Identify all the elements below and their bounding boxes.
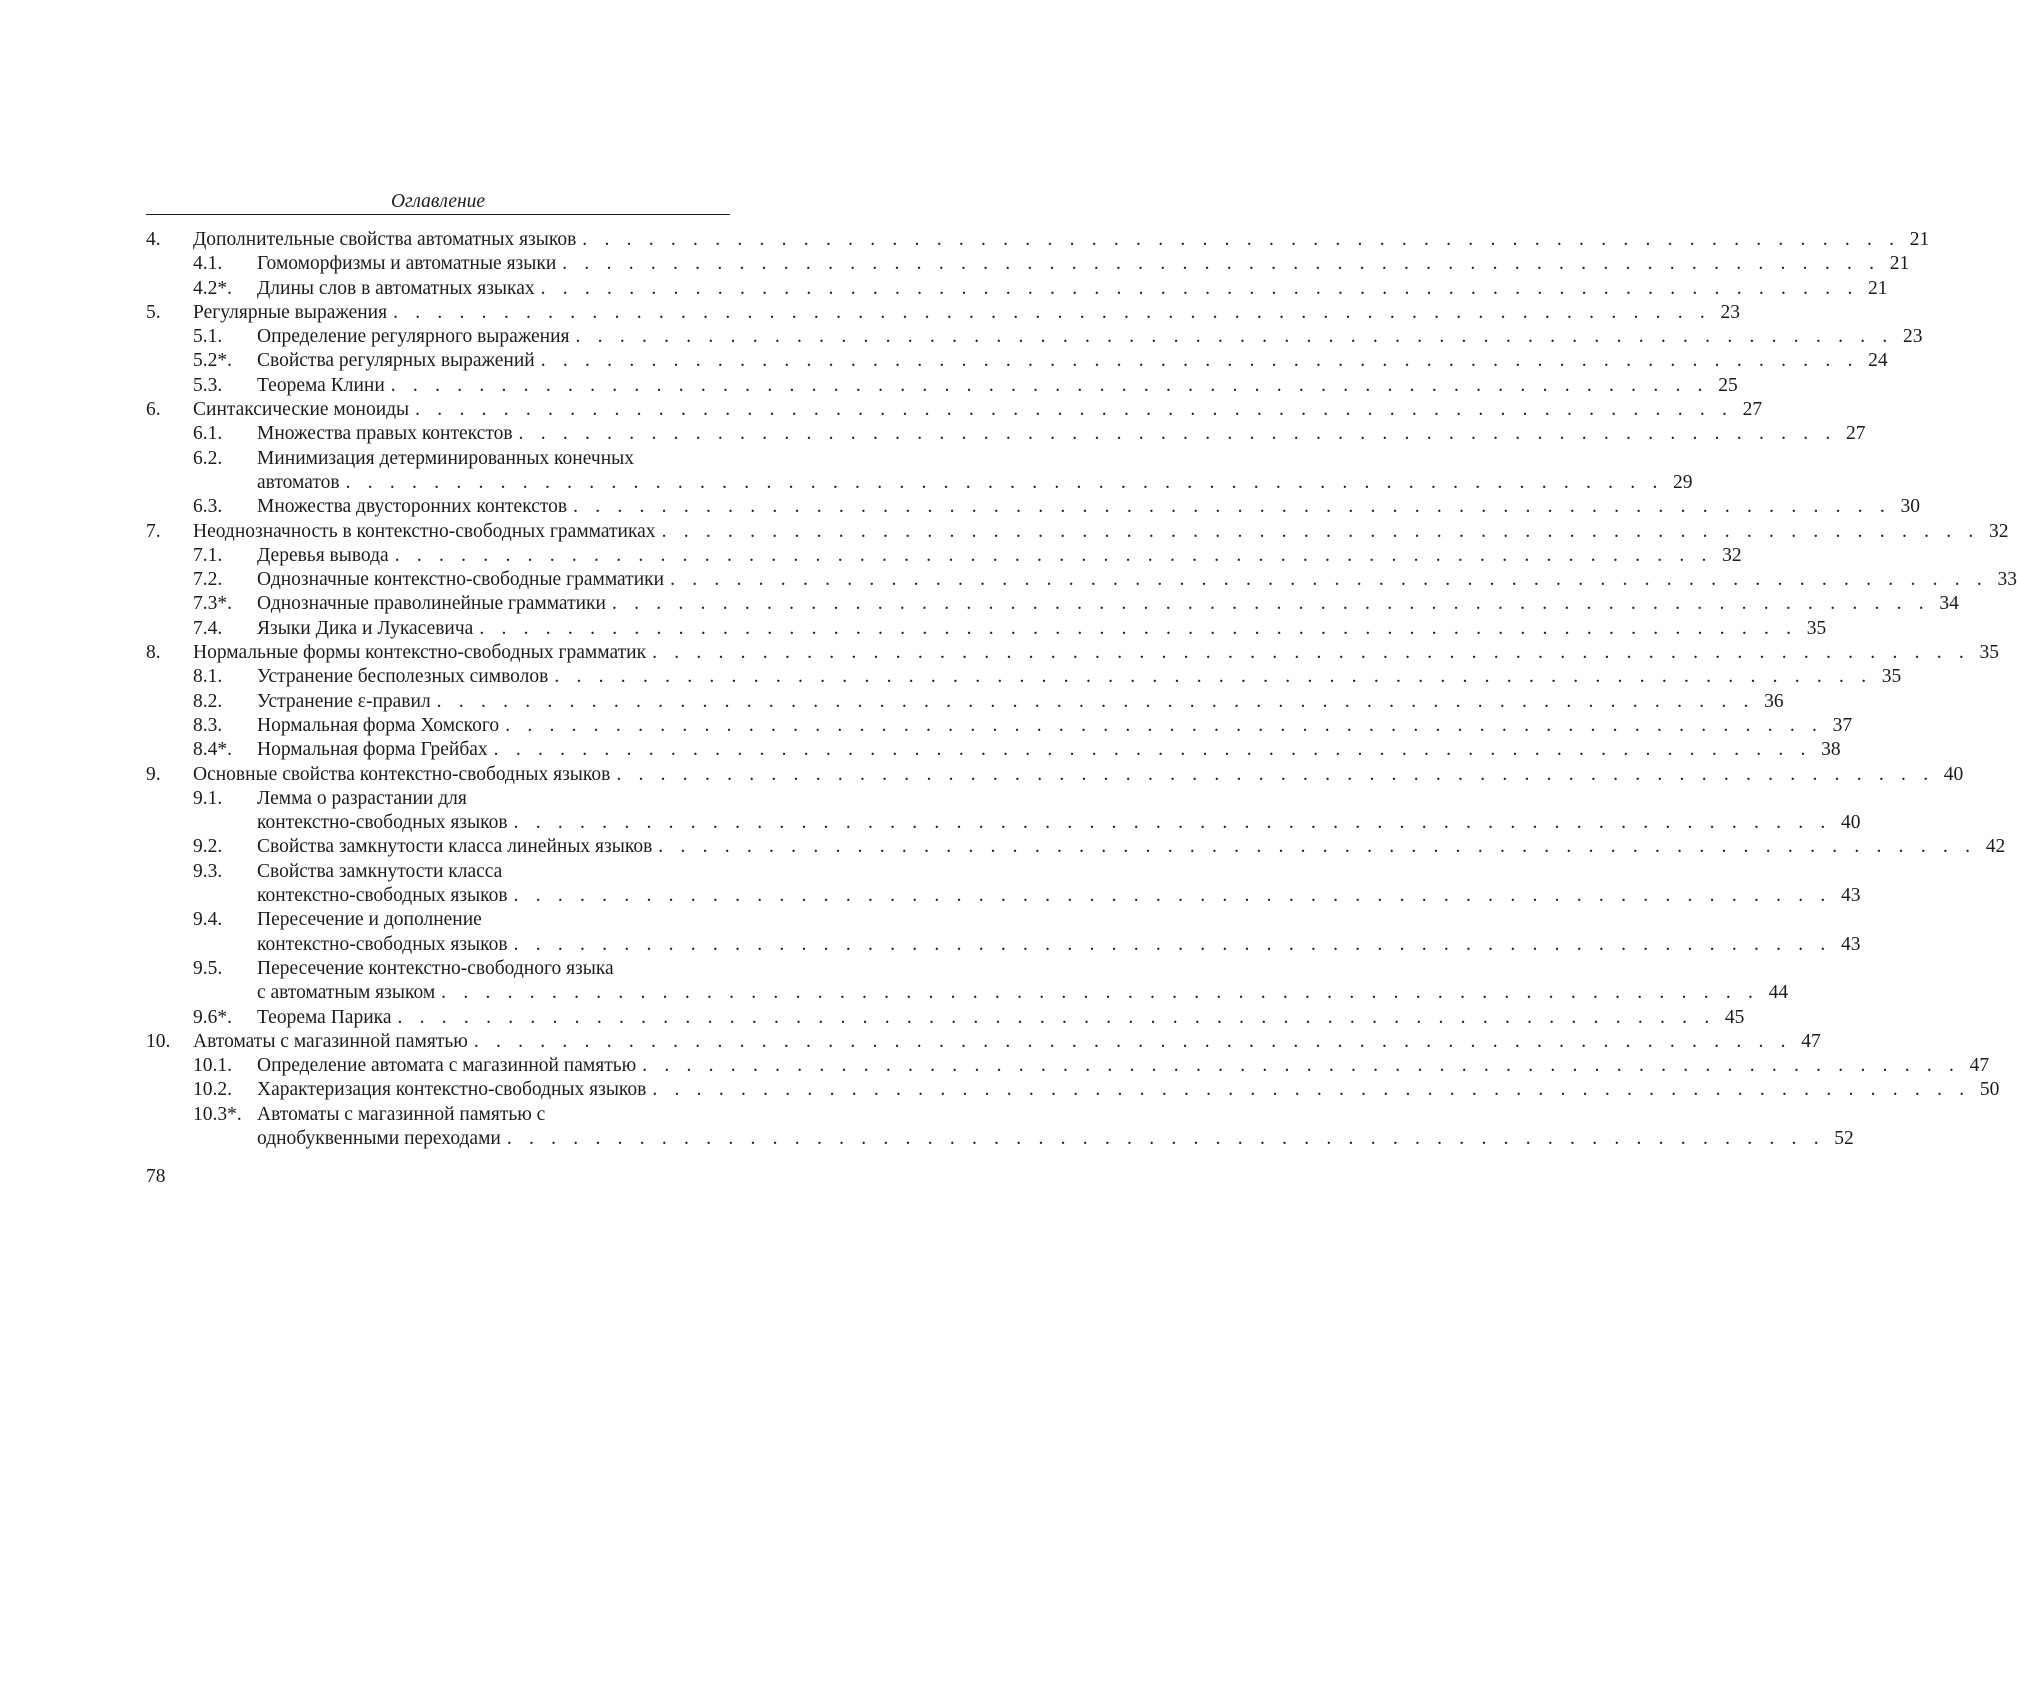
toc-entry-text: [193, 398, 730, 422]
toc-entry-number: 8.: [146, 641, 161, 665]
toc-entry-number: 6.1.: [193, 422, 222, 446]
toc-entry-number: 6.: [146, 398, 161, 422]
toc-entry-text: [257, 277, 730, 301]
toc-entry-title: Определение автомата с магазинной памятью: [257, 1054, 636, 1078]
toc-section-line: [146, 447, 730, 471]
toc-entry-text: [257, 568, 730, 592]
toc-section-line: [146, 835, 730, 859]
toc-page-number: 23: [1900, 325, 1922, 349]
toc-entry-title: Однозначные праволинейные грамматики: [257, 592, 606, 616]
toc-entry-text: [257, 933, 730, 957]
toc-entry-title: Устранение ε-правил: [257, 690, 431, 714]
toc-entry-text: [257, 1054, 730, 1078]
toc-entry-text: [193, 228, 730, 252]
dot-leader: . . . . . . . . . . . . . . . . . . . . . . . . . . . . . . . . . . . . . . . . . . . . . . . . . . . . . . . . . . . .: [499, 714, 1830, 738]
toc-entry-title: Неоднозначность в контекстно-свободных грамматиках: [193, 520, 656, 544]
dot-leader: . . . . . . . . . . . . . . . . . . . . . . . . . . . . . . . . . . . . . . . . . . . . . . . . . . . . . . . . . . . .: [501, 1127, 1832, 1151]
toc-section-line: [146, 1103, 730, 1127]
toc-entry-text: [257, 787, 730, 811]
toc-entry-text: [257, 981, 730, 1005]
toc-entry-text: [257, 860, 730, 884]
toc-entry-title: с автоматным языком: [257, 981, 435, 1005]
toc-chapter-line: [146, 1030, 730, 1054]
toc-chapter-line: [146, 520, 730, 544]
toc-entry-title: автоматов: [257, 471, 340, 495]
toc-entry-number: 10.1.: [193, 1054, 232, 1078]
toc-section-line: [146, 592, 730, 616]
toc-page-number: 30: [1898, 495, 1920, 519]
toc-entry-text: [257, 738, 730, 762]
toc-entry-title: Минимизация детерминированных конечных: [257, 447, 634, 471]
toc-entry-title: Множества правых контекстов: [257, 422, 513, 446]
toc-page-number: 43: [1839, 933, 1861, 957]
dot-leader: . . . . . . . . . . . . . . . . . . . . . . . . . . . . . . . . . . . . . . . . . . . . . . . . . . . . . . . . . . . .: [431, 690, 1762, 714]
dot-leader: . . . . . . . . . . . . . . . . . . . . . . . . . . . . . . . . . . . . . . . . . . . . . . . . . . . . . . . . . . . .: [556, 252, 1887, 276]
toc-page-number: 35: [1804, 617, 1826, 641]
toc-entry-number: 5.2*.: [193, 349, 232, 373]
toc-page-number: 40: [1941, 763, 1963, 787]
toc-page-number: 50: [1977, 1078, 1999, 1102]
toc-entry-number: 5.3.: [193, 374, 222, 398]
dot-leader: . . . . . . . . . . . . . . . . . . . . . . . . . . . . . . . . . . . . . . . . . . . . . . . . . . . . . . . . . . . .: [535, 349, 1866, 373]
toc-page-number: 44: [1766, 981, 1788, 1005]
toc-section-line: [146, 690, 730, 714]
toc-entry-title: контекстно-свободных языков: [257, 884, 508, 908]
toc-entry-number: 6.2.: [193, 447, 222, 471]
toc-page-number: 34: [1937, 592, 1959, 616]
dot-leader: . . . . . . . . . . . . . . . . . . . . . . . . . . . . . . . . . . . . . . . . . . . . . . . . . . . . . . . . . . . .: [389, 544, 1720, 568]
toc-section-line: [146, 1054, 730, 1078]
toc-chapter-line: [146, 301, 730, 325]
toc-entry-title: Теорема Клини: [257, 374, 385, 398]
toc-entry-title: Теорема Парика: [257, 1006, 391, 1030]
toc-entry-title: Нормальная форма Грейбах: [257, 738, 488, 762]
toc-section-line: [146, 884, 730, 908]
toc-section-line: [146, 957, 730, 981]
toc-section-line: [146, 1006, 730, 1030]
dot-leader: . . . . . . . . . . . . . . . . . . . . . . . . . . . . . . . . . . . . . . . . . . . . . . . . . . . . . . . . . . . .: [468, 1030, 1799, 1054]
toc-entry-title: Языки Дика и Лукасевича: [257, 617, 473, 641]
toc-entry-text: [257, 1127, 730, 1151]
toc-entry-title: контекстно-свободных языков: [257, 933, 508, 957]
toc-entry-text: [257, 252, 730, 276]
toc-entry-title: Синтаксические моноиды: [193, 398, 409, 422]
toc-entry-number: 8.4*.: [193, 738, 232, 762]
toc-entry-title: Характеризация контекстно-свободных языков: [257, 1078, 646, 1102]
toc-page-number: 36: [1762, 690, 1784, 714]
dot-leader: . . . . . . . . . . . . . . . . . . . . . . . . . . . . . . . . . . . . . . . . . . . . . . . . . . . . . . . . . . . .: [473, 617, 1804, 641]
toc-entry-number: 5.: [146, 301, 161, 325]
dot-leader: . . . . . . . . . . . . . . . . . . . . . . . . . . . . . . . . . . . . . . . . . . . . . . . . . . . . . . . . . . . .: [548, 665, 1879, 689]
toc-page-number: 35: [1879, 665, 1901, 689]
toc-section-line: [146, 1078, 730, 1102]
running-header: [146, 190, 730, 215]
toc-page-number: 21: [1887, 252, 1909, 276]
toc-section-line: [146, 1127, 730, 1151]
toc-entry-text: [257, 374, 730, 398]
toc-entry-text: [257, 617, 730, 641]
toc-section-line: [146, 568, 730, 592]
dot-leader: . . . . . . . . . . . . . . . . . . . . . . . . . . . . . . . . . . . . . . . . . . . . . . . . . . . . . . . . . . . .: [567, 495, 1898, 519]
toc-page-number: 32: [1987, 520, 2009, 544]
dot-leader: . . . . . . . . . . . . . . . . . . . . . . . . . . . . . . . . . . . . . . . . . . . . . . . . . . . . . . . . . . . .: [391, 1006, 1722, 1030]
dot-leader: . . . . . . . . . . . . . . . . . . . . . . . . . . . . . . . . . . . . . . . . . . . . . . . . . . . . . . . . . . . .: [606, 592, 1937, 616]
toc-page-number: 40: [1839, 811, 1861, 835]
toc-entry-number: 9.3.: [193, 860, 222, 884]
toc-entry-text: [193, 520, 730, 544]
toc-entry-text: [257, 665, 730, 689]
toc-entry-text: [257, 1103, 730, 1127]
toc-chapter-line: [146, 228, 730, 252]
dot-leader: . . . . . . . . . . . . . . . . . . . . . . . . . . . . . . . . . . . . . . . . . . . . . . . . . . . . . . . . . . . .: [508, 933, 1839, 957]
toc-entry-title: Однозначные контекстно-свободные грамматики: [257, 568, 664, 592]
toc-entry-text: [257, 835, 730, 859]
dot-leader: . . . . . . . . . . . . . . . . . . . . . . . . . . . . . . . . . . . . . . . . . . . . . . . . . . . . . . . . . . . .: [513, 422, 1844, 446]
toc-section-line: [146, 422, 730, 446]
toc-entry-text: [257, 349, 730, 373]
dot-leader: . . . . . . . . . . . . . . . . . . . . . . . . . . . . . . . . . . . . . . . . . . . . . . . . . . . . . . . . . . . .: [435, 981, 1766, 1005]
toc-entry-title: Нормальные формы контекстно-свободных грамматик: [193, 641, 646, 665]
dot-leader: . . . . . . . . . . . . . . . . . . . . . . . . . . . . . . . . . . . . . . . . . . . . . . . . . . . . . . . . . . . .: [508, 884, 1839, 908]
toc-entry-title: Нормальная форма Хомского: [257, 714, 499, 738]
toc-section-line: [146, 252, 730, 276]
toc-entry-number: 9.4.: [193, 908, 222, 932]
toc-page-number: 35: [1977, 641, 1999, 665]
toc-entry-number: 4.2*.: [193, 277, 232, 301]
toc-entry-text: [257, 592, 730, 616]
toc-page-number: 43: [1839, 884, 1861, 908]
toc-entry-title: Длины слов в автоматных языках: [257, 277, 535, 301]
toc-entry-number: 5.1.: [193, 325, 222, 349]
toc-chapter-line: [146, 398, 730, 422]
toc-section-line: [146, 665, 730, 689]
toc-entry-title: Деревья вывода: [257, 544, 389, 568]
toc-page-number: 21: [1907, 228, 1929, 252]
toc-entry-number: 10.: [146, 1030, 170, 1054]
toc-section-line: [146, 933, 730, 957]
toc-entry-number: 7.3*.: [193, 592, 232, 616]
dot-leader: . . . . . . . . . . . . . . . . . . . . . . . . . . . . . . . . . . . . . . . . . . . . . . . . . . . . . . . . . . . .: [488, 738, 1819, 762]
dot-leader: . . . . . . . . . . . . . . . . . . . . . . . . . . . . . . . . . . . . . . . . . . . . . . . . . . . . . . . . . . . .: [656, 520, 1987, 544]
toc-entry-number: 9.1.: [193, 787, 222, 811]
toc-entry-number: 10.2.: [193, 1078, 232, 1102]
dot-leader: . . . . . . . . . . . . . . . . . . . . . . . . . . . . . . . . . . . . . . . . . . . . . . . . . . . . . . . . . . . .: [570, 325, 1901, 349]
toc-entry-text: [257, 1006, 730, 1030]
dot-leader: . . . . . . . . . . . . . . . . . . . . . . . . . . . . . . . . . . . . . . . . . . . . . . . . . . . . . . . . . . . .: [664, 568, 1995, 592]
toc-entry-text: [257, 422, 730, 446]
toc-page-number: 47: [1967, 1054, 1989, 1078]
toc-entry-text: [257, 908, 730, 932]
toc-entry-text: [257, 690, 730, 714]
toc-entry-text: [193, 301, 730, 325]
toc-entry-number: 8.3.: [193, 714, 222, 738]
page-number: 78: [146, 1165, 166, 1189]
dot-leader: . . . . . . . . . . . . . . . . . . . . . . . . . . . . . . . . . . . . . . . . . . . . . . . . . . . . . . . . . . . .: [646, 641, 1977, 665]
toc-entry-text: [257, 714, 730, 738]
toc-entry-title: Регулярные выражения: [193, 301, 387, 325]
toc-entry-number: 6.3.: [193, 495, 222, 519]
toc-page-number: 37: [1830, 714, 1852, 738]
toc-entry-text: [193, 641, 730, 665]
toc-section-line: [146, 860, 730, 884]
toc-entry-title: Автоматы с магазинной памятью с: [257, 1103, 545, 1127]
toc-entry-title: Пересечение и дополнение: [257, 908, 482, 932]
toc-page-number: 32: [1720, 544, 1742, 568]
toc-entry-title: Лемма о разрастании для: [257, 787, 467, 811]
toc-entry-title: Определение регулярного выражения: [257, 325, 570, 349]
toc-page-number: 33: [1995, 568, 2017, 592]
dot-leader: . . . . . . . . . . . . . . . . . . . . . . . . . . . . . . . . . . . . . . . . . . . . . . . . . . . . . . . . . . . .: [652, 835, 1983, 859]
toc-section-line: [146, 277, 730, 301]
table-of-contents: [146, 228, 730, 1151]
toc-entry-number: 9.6*.: [193, 1006, 232, 1030]
toc-section-line: [146, 471, 730, 495]
dot-leader: . . . . . . . . . . . . . . . . . . . . . . . . . . . . . . . . . . . . . . . . . . . . . . . . . . . . . . . . . . . .: [610, 763, 1941, 787]
toc-entry-text: [257, 957, 730, 981]
toc-entry-number: 10.3*.: [193, 1103, 242, 1127]
dot-leader: . . . . . . . . . . . . . . . . . . . . . . . . . . . . . . . . . . . . . . . . . . . . . . . . . . . . . . . . . . . .: [387, 301, 1718, 325]
toc-page-number: 25: [1716, 374, 1738, 398]
toc-entry-number: 8.1.: [193, 665, 222, 689]
toc-entry-text: [257, 1078, 730, 1102]
toc-section-line: [146, 544, 730, 568]
toc-section-line: [146, 738, 730, 762]
toc-entry-text: [257, 811, 730, 835]
toc-page-number: 21: [1866, 277, 1888, 301]
toc-section-line: [146, 908, 730, 932]
toc-entry-title: Множества двусторонних контекстов: [257, 495, 567, 519]
dot-leader: . . . . . . . . . . . . . . . . . . . . . . . . . . . . . . . . . . . . . . . . . . . . . . . . . . . . . . . . . . . .: [340, 471, 1671, 495]
toc-chapter-line: [146, 641, 730, 665]
dot-leader: . . . . . . . . . . . . . . . . . . . . . . . . . . . . . . . . . . . . . . . . . . . . . . . . . . . . . . . . . . . .: [385, 374, 1716, 398]
toc-entry-title: Свойства замкнутости класса линейных языков: [257, 835, 652, 859]
toc-entry-title: Гомоморфизмы и автоматные языки: [257, 252, 556, 276]
toc-entry-number: 7.: [146, 520, 161, 544]
toc-page-number: 52: [1832, 1127, 1854, 1151]
toc-section-line: [146, 495, 730, 519]
dot-leader: . . . . . . . . . . . . . . . . . . . . . . . . . . . . . . . . . . . . . . . . . . . . . . . . . . . . . . . . . . . .: [636, 1054, 1967, 1078]
toc-entry-title: Устранение бесполезных символов: [257, 665, 548, 689]
toc-page-number: 23: [1718, 301, 1740, 325]
toc-entry-title: Пересечение контекстно-свободного языка: [257, 957, 614, 981]
toc-section-line: [146, 811, 730, 835]
toc-entry-text: [257, 495, 730, 519]
dot-leader: . . . . . . . . . . . . . . . . . . . . . . . . . . . . . . . . . . . . . . . . . . . . . . . . . . . . . . . . . . . .: [535, 277, 1866, 301]
toc-entry-text: [193, 763, 730, 787]
toc-entry-text: [257, 447, 730, 471]
toc-entry-text: [193, 1030, 730, 1054]
toc-page-number: 27: [1843, 422, 1865, 446]
toc-section-line: [146, 617, 730, 641]
toc-section-line: [146, 349, 730, 373]
toc-section-line: [146, 787, 730, 811]
toc-entry-title: Автоматы с магазинной памятью: [193, 1030, 468, 1054]
toc-page-number: 42: [1983, 835, 2005, 859]
toc-entry-title: однобуквенными переходами: [257, 1127, 501, 1151]
toc-entry-text: [257, 884, 730, 908]
toc-entry-number: 8.2.: [193, 690, 222, 714]
toc-page-number: 38: [1819, 738, 1841, 762]
toc-entry-number: 9.5.: [193, 957, 222, 981]
toc-entry-title: Свойства регулярных выражений: [257, 349, 535, 373]
toc-entry-number: 4.1.: [193, 252, 222, 276]
toc-entry-number: 7.2.: [193, 568, 222, 592]
toc-section-line: [146, 325, 730, 349]
toc-section-line: [146, 981, 730, 1005]
toc-chapter-line: [146, 763, 730, 787]
toc-entry-number: 9.2.: [193, 835, 222, 859]
dot-leader: . . . . . . . . . . . . . . . . . . . . . . . . . . . . . . . . . . . . . . . . . . . . . . . . . . . . . . . . . . . .: [508, 811, 1839, 835]
toc-entry-title: Свойства замкнутости класса: [257, 860, 502, 884]
toc-entry-title: контекстно-свободных языков: [257, 811, 508, 835]
header-title: Оглавление: [391, 191, 485, 212]
toc-entry-number: 7.4.: [193, 617, 222, 641]
toc-entry-number: 9.: [146, 763, 161, 787]
toc-entry-text: [257, 544, 730, 568]
toc-page-number: 45: [1722, 1006, 1744, 1030]
toc-page-number: 24: [1866, 349, 1888, 373]
toc-entry-text: [257, 471, 730, 495]
toc-entry-number: 7.1.: [193, 544, 222, 568]
toc-entry-title: Дополнительные свойства автоматных языков: [193, 228, 576, 252]
toc-entry-number: 4.: [146, 228, 161, 252]
dot-leader: . . . . . . . . . . . . . . . . . . . . . . . . . . . . . . . . . . . . . . . . . . . . . . . . . . . . . . . . . . . .: [576, 228, 1907, 252]
toc-page-number: 47: [1799, 1030, 1821, 1054]
dot-leader: . . . . . . . . . . . . . . . . . . . . . . . . . . . . . . . . . . . . . . . . . . . . . . . . . . . . . . . . . . . .: [409, 398, 1740, 422]
toc-entry-title: Основные свойства контекстно-свободных языков: [193, 763, 610, 787]
dot-leader: . . . . . . . . . . . . . . . . . . . . . . . . . . . . . . . . . . . . . . . . . . . . . . . . . . . . . . . . . . . .: [646, 1078, 1977, 1102]
toc-section-line: [146, 714, 730, 738]
toc-entry-text: [257, 325, 730, 349]
toc-page-number: 27: [1740, 398, 1762, 422]
toc-page-number: 29: [1671, 471, 1693, 495]
toc-section-line: [146, 374, 730, 398]
